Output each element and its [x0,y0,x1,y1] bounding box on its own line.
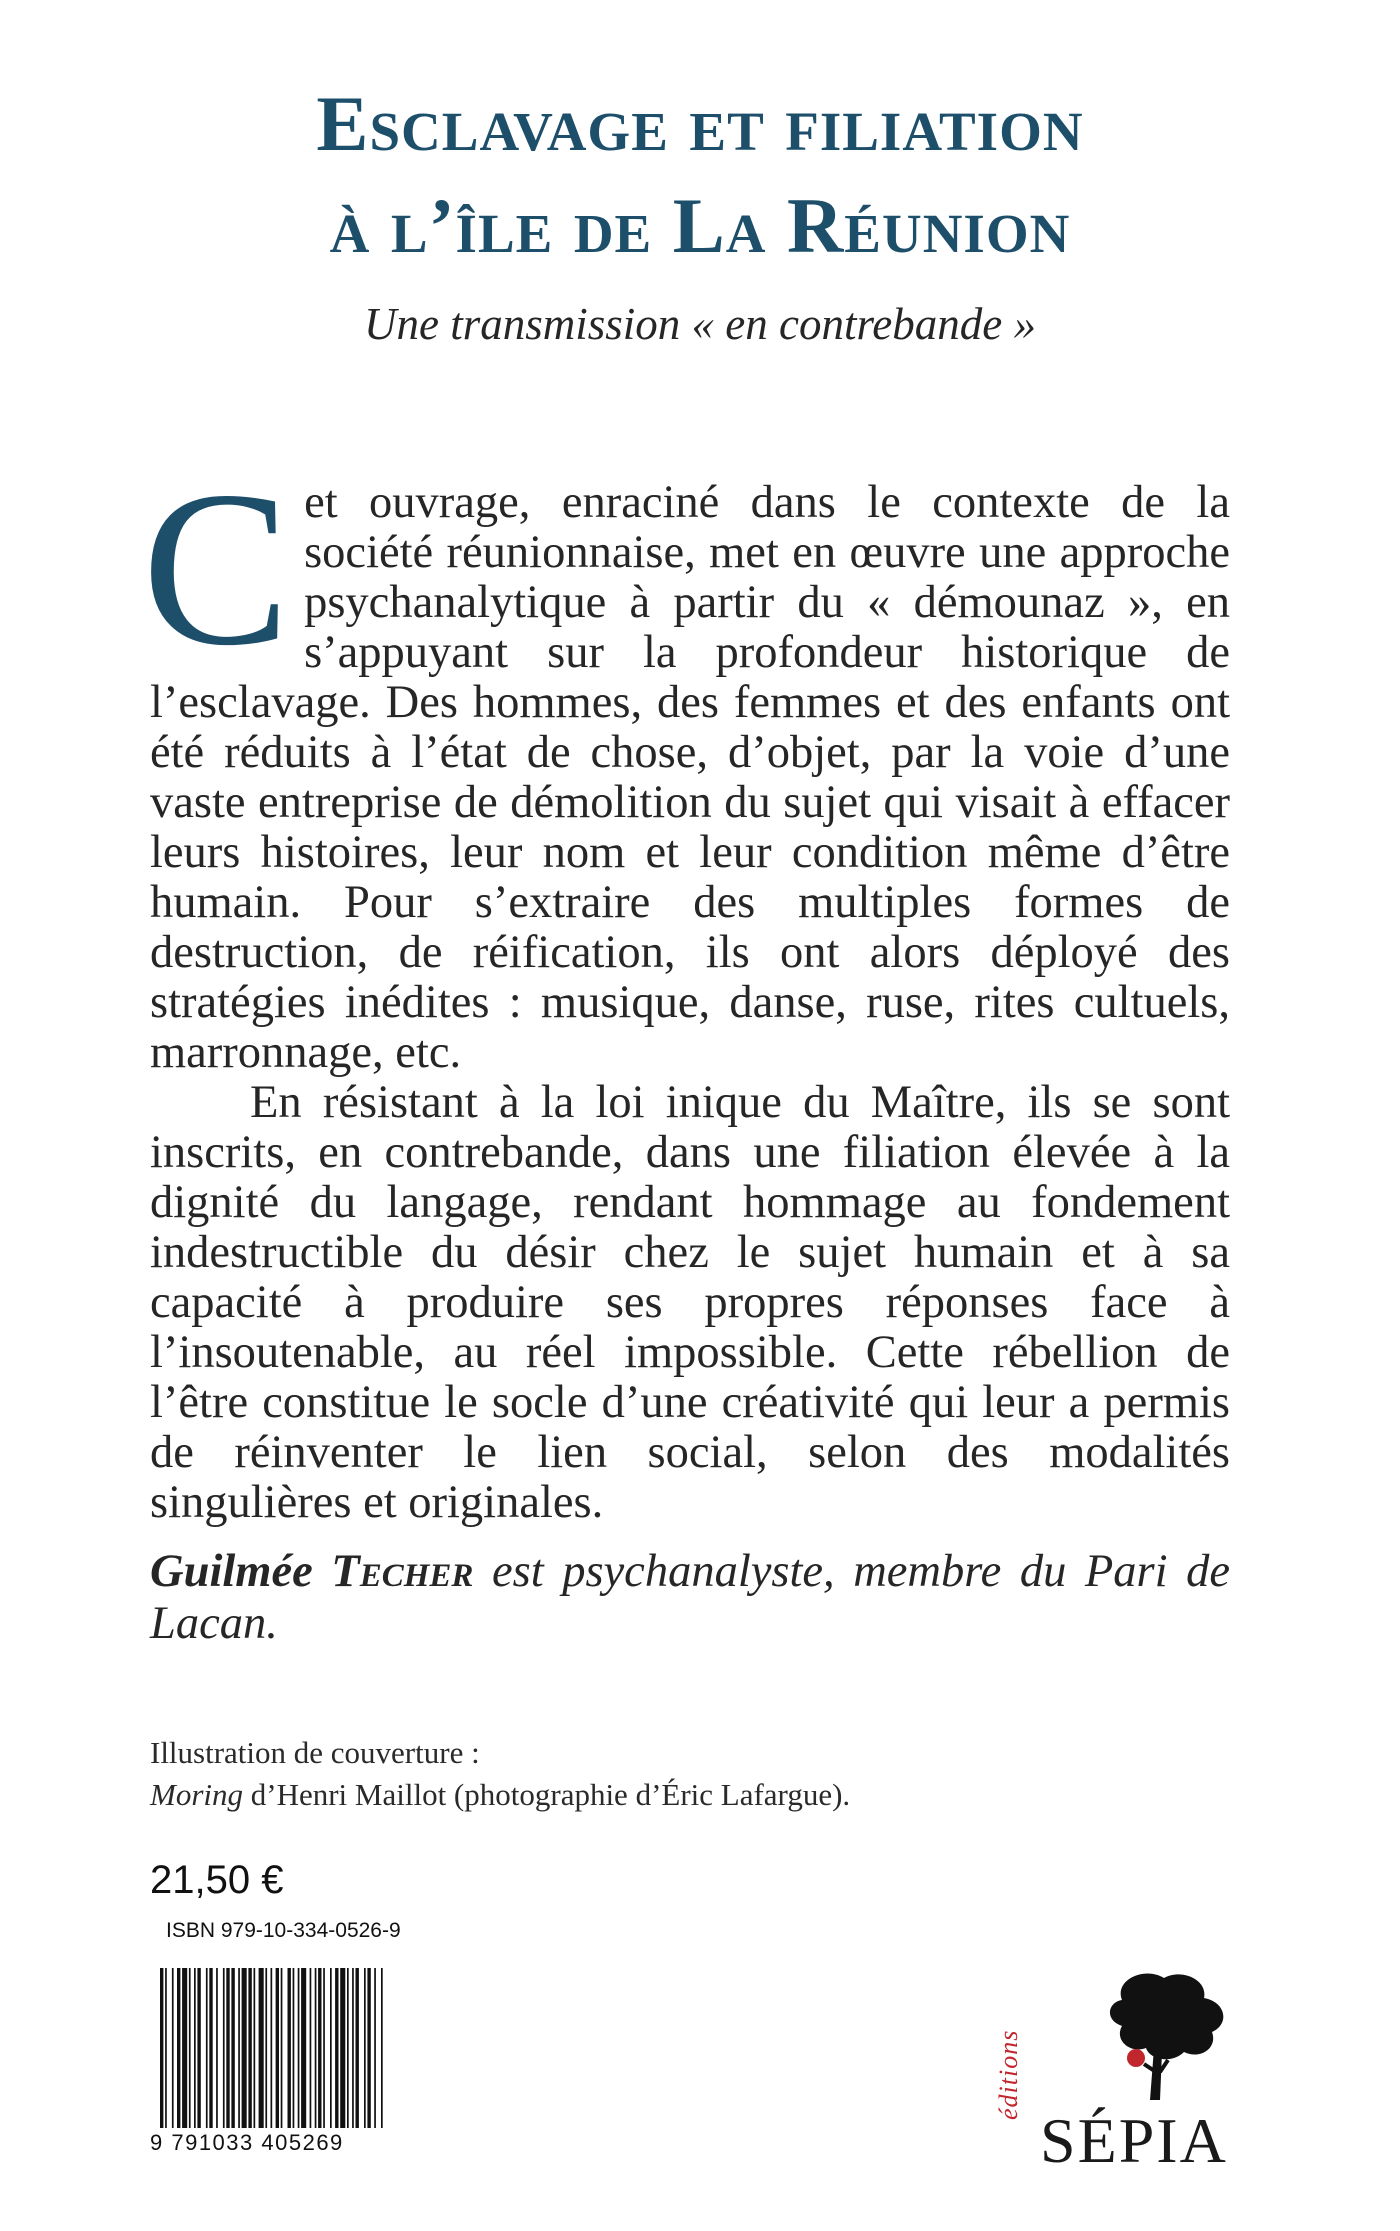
barcode-bar [165,1968,167,2128]
blurb-paragraph-1 [142,446,1230,1078]
barcode-bar [340,1968,345,2128]
barcode-bar [160,1968,163,2128]
barcode-bar [206,1968,208,2128]
barcode-bar [172,1968,174,2128]
book-subtitle: Une transmission « en contrebande » [363,299,1036,349]
barcode-bar [259,1968,264,2128]
barcode-bar [177,1968,180,2128]
barcode-bar [216,1968,218,2128]
cover-credit-line [150,1774,1250,1816]
barcode-bar [238,1968,240,2128]
isbn: ISBN 979-10-334-0526-9 [166,1919,401,1942]
barcode-bar [301,1968,306,2128]
blurb-paragraph-2: En résistant à la loi inique du Maître, ils se sont inscrits, en contrebande, dans une filiation élevée à la dignité du langage, rendant hommage au fondement indestructible du désir chez le sujet humain et à sa capacité à produire ses propres réponses face à l’insoutenable, au réel impossible. Cette rébellion de l’être constitue le socle d’une créativité qui leur a permis de réinventer le lien social, selon des modalités singulières et originales. [150,1077,1230,1528]
author-first-name: Guilmée [150,1546,313,1597]
drop-cap: C [142,446,291,692]
barcode-bar [367,1968,370,2128]
barcode-bar [242,1968,247,2128]
barcode-bar [374,1968,376,2128]
barcode [156,1968,386,2128]
barcode-bar [335,1968,338,2128]
cover-credit [150,1732,1250,1816]
barcode-bar [271,1968,273,2128]
book-title-line-1: Esclavage et filiation [316,80,1084,167]
barcode-bar [276,1968,279,2128]
barcode-bar [254,1968,256,2128]
barcode-bar [356,1968,359,2128]
artwork-title: Moring [150,1777,243,1812]
barcode-bar [197,1968,200,2128]
barcode-bar [231,1968,234,2128]
barcode-bar [223,1968,225,2128]
barcode-bar [323,1968,325,2128]
barcode-bar [298,1968,300,2128]
author-bio [150,1546,1230,1650]
price: 21,50 € [150,1858,284,1902]
barcode-bar [318,1968,321,2128]
barcode-number: 9 791033 405269 [150,2130,344,2155]
publisher-editions-label: éditions [994,2029,1023,2120]
barcode-bar [182,1968,187,2128]
barcode-bar [226,1968,229,2128]
barcode-bar [209,1968,212,2128]
barcode-bar [189,1968,191,2128]
barcode-bar [288,1968,291,2128]
publisher-name: SÉPIA [1040,2105,1228,2176]
barcode-bar [381,1968,383,2128]
cover-credit-label: Illustration de couverture : [150,1735,480,1770]
barcode-bar [281,1968,283,2128]
author-last-name: Techer [331,1546,474,1597]
author-description: est psychanalyste, membre du Pari de Lacan. [150,1546,1231,1649]
barcode-bar [352,1968,354,2128]
barcode-bar [347,1968,349,2128]
barcode-bar [194,1968,196,2128]
blurb [142,446,1230,1528]
tree-icon [1110,1974,1223,2100]
barcode-bar [364,1968,366,2128]
barcode-bar [330,1968,332,2128]
artwork-details: d’Henri Maillot (photographie d’Éric Lafargue). [243,1777,851,1812]
barcode-bar [315,1968,317,2128]
book-title-line-2: à l’île de La Réunion [329,182,1071,269]
barcode-bar [265,1968,267,2128]
barcode-bar [310,1968,312,2128]
barcode-bar [293,1968,295,2128]
barcode-bar [248,1968,251,2128]
blurb-paragraph-1-text: et ouvrage, enraciné dans le contexte de la société réunionnaise, met en œuvre une approche psychanalytique à partir du « démounaz », en s’appuyant sur la profondeur historique de l’esclavage. Des hommes, des femmes et des enfants ont été réduits à l’état de chose, d’objet, par la voie d’une vaste entreprise de démolition du sujet qui visait à effacer leurs histoires, leur nom et leur condition même d’être humain. Pour s’extraire des multiples formes de destruction, de réification, ils ont alors déployé des stratégies inédites : musique, danse, ruse, rites cultuels, marronnage, etc. [150,477,1230,1078]
